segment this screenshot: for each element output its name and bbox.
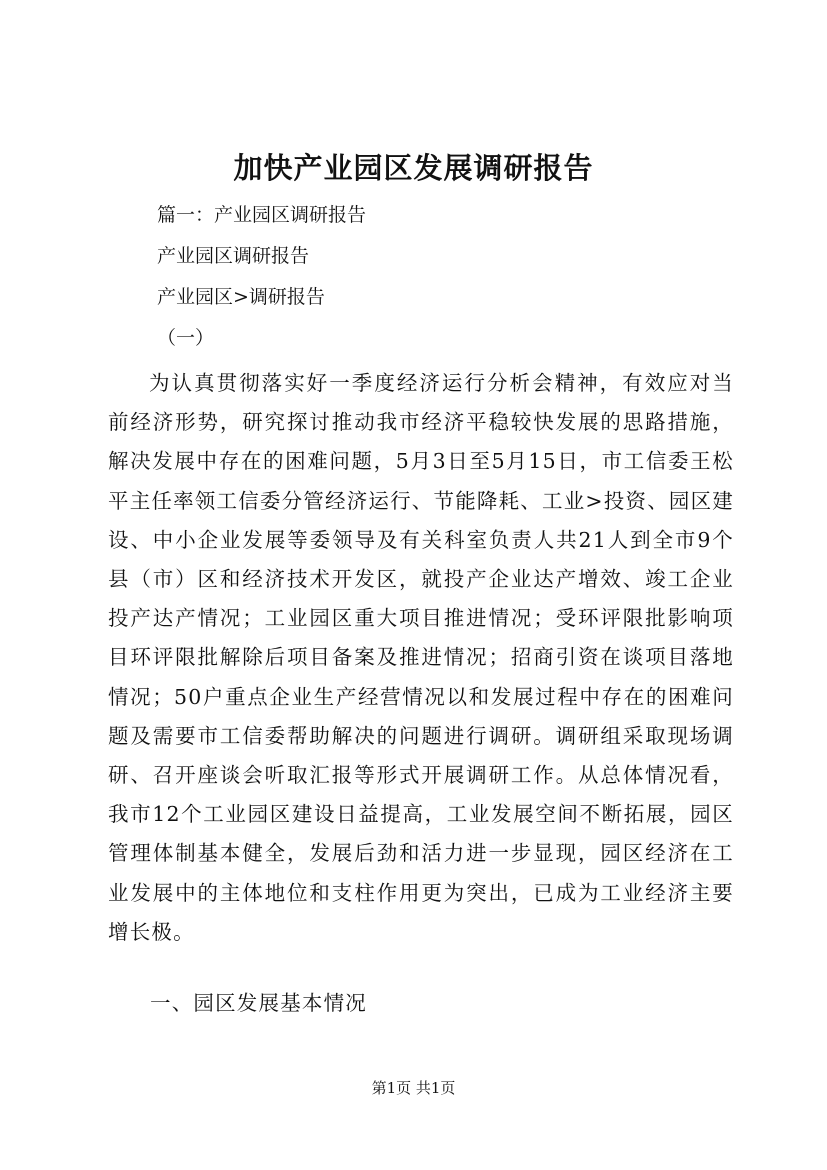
- subtitle-line: 产业园区调研报告: [157, 245, 310, 267]
- keyword-line: 产业园区>调研报告: [157, 286, 325, 308]
- page-footer: 第1页 共1页: [371, 1079, 456, 1097]
- section-heading: 一、园区发展基本情况: [150, 991, 367, 1015]
- chapter-heading: 篇一：产业园区调研报告: [157, 204, 367, 226]
- part-number: （一）: [157, 327, 215, 349]
- body-paragraph: 为认真贯彻落实好一季度经济运行分析会精神，有效应对当前经济形势，研究探讨推动我市经济平稳较快发展的思路措施，解决发展中存在的困难问题，5月3日至5月15日，市工信委王松平主任率领工信委分管经济运行、节能降耗、工业>投资、园区建设、中小企业发展等委领导及有关科室负责人共21人到全市9个县（市）区和经济技术开发区，就投产企业达产增效、竣工企业投产达产情况；工业园区重大项目推进情况；受环评限批影响项目环评限批解除后项目备案及推进情况；招商引资在谈项目落地情况；50户重点企业生产经营情况以和发展过程中存在的困难问题及需要市工信委帮助解决的问题进行调研。调研组采取现场调研、召开座谈会听取汇报等形式开展调研工作。从总体情况看，我市12个工业园区建设日益提高，工业发展空间不断拓展，园区管理体制基本健全，发展后劲和活力进一步显现，园区经济在工业发展中的主体地位和支柱作用更为突出，已成为工业经济主要增长极。: [108, 371, 734, 944]
- document-title: 加快产业园区发展调研报告: [233, 151, 594, 185]
